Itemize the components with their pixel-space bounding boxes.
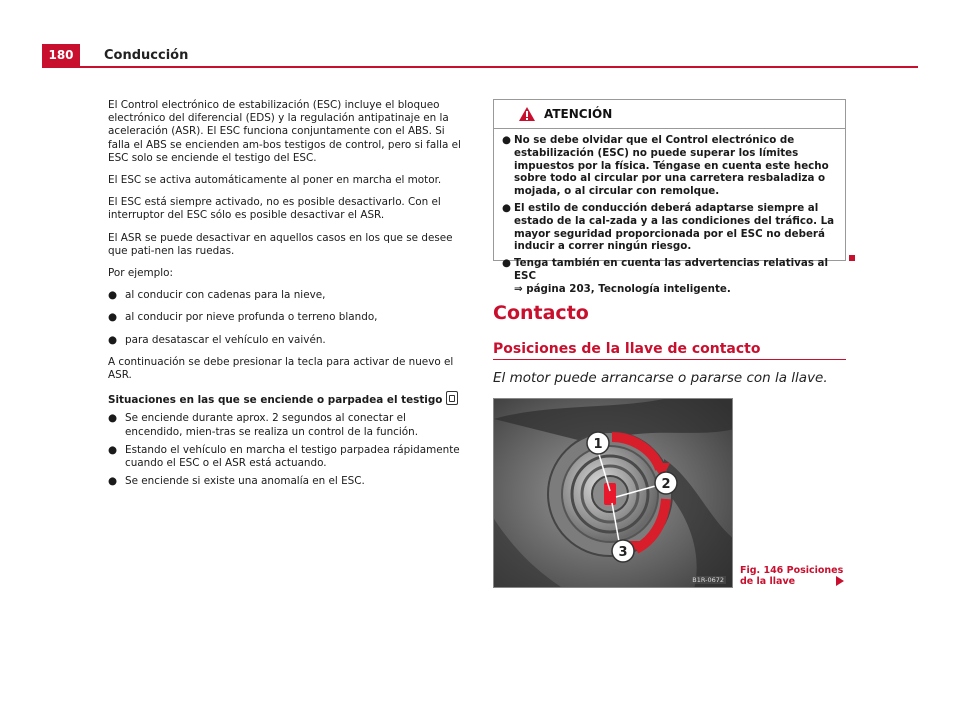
bullet-icon: ●: [502, 201, 511, 214]
page-number: 180: [42, 44, 80, 66]
list-item: ● Estando el vehículo en marcha el testigo parpadea rápidamente cuando el ESC o el ASR está actuando.: [108, 443, 460, 470]
paragraph: El Control electrónico de estabilización (ESC) incluye el bloqueo electrónico del diferencial (EDS) y la regulación antipatinaje en la aceleración (ASR). El ESC funciona conjuntamente con el ABS. Si falla el ABS se encienden am-bos testigos de control, pero si falla el ESC solo se enciende el testigo del ESC.: [108, 99, 461, 164]
list-item: ● al conducir con cadenas para la nieve,: [108, 289, 326, 302]
warning-title: ATENCIÓN: [544, 107, 613, 121]
ignition-lock-illustration: [494, 399, 733, 588]
list-item: ● Tenga también en cuenta las advertencias relativas al ESC ⇒ página 203, Tecnología inteligente.: [502, 257, 829, 295]
paragraph: A continuación se debe presionar la tecla para activar de nuevo el ASR.: [108, 355, 454, 382]
figure-code: B1R-0672: [692, 576, 724, 584]
bullet-icon: ●: [108, 443, 118, 456]
lead-text: El motor puede arrancarse o pararse con la llave.: [493, 370, 828, 386]
figure-caption: Fig. 146 Posiciones de la llave: [740, 565, 844, 587]
subheading: Situaciones en las que se enciende o parpadea el testigo: [108, 391, 463, 407]
subsection-title: Posiciones de la llave de contacto: [493, 341, 761, 357]
key-slot-highlight: [604, 483, 616, 505]
paragraph: El ESC está siempre activado, no es posible desactivarlo. Con el interruptor del ESC sólo es posible desactivar el ASR.: [108, 196, 441, 222]
end-of-section-marker: [849, 255, 855, 261]
paragraph: Por ejemplo:: [108, 267, 173, 280]
list-item: ● al conducir por nieve profunda o terreno blando,: [108, 311, 378, 324]
bullet-icon: ●: [108, 475, 118, 488]
warning-body: [494, 129, 845, 296]
position-label: 2: [661, 477, 671, 492]
warning-triangle-icon: [518, 106, 536, 122]
esc-warning-lamp-icon: [446, 391, 458, 405]
paragraph: El ESC se activa automáticamente al poner en marcha el motor.: [108, 174, 442, 187]
position-label: 1: [593, 437, 603, 452]
left-column: [108, 99, 463, 497]
header-rule: [42, 66, 918, 68]
position-label: 3: [618, 545, 628, 560]
bullet-icon: ●: [108, 412, 118, 425]
bullet-icon: ●: [502, 257, 511, 270]
bullet-icon: ●: [108, 333, 118, 346]
list-item: ● para desatascar el vehículo en vaivén.: [108, 333, 326, 346]
bullet-icon: ●: [108, 311, 118, 324]
subsection-rule: [493, 359, 846, 360]
list-item: ● Se enciende si existe una anomalía en el ESC.: [108, 475, 365, 488]
figure-key-positions: [493, 398, 733, 588]
bullet-icon: ●: [108, 289, 118, 302]
section-title: Contacto: [493, 302, 589, 324]
list-item: ● Se enciende durante aprox. 2 segundos al conectar el encendido, mien-tras se realiza un control de la función.: [108, 412, 419, 438]
warning-header: [494, 100, 845, 129]
list-item: ● El estilo de conducción deberá adaptarse siempre al estado de la cal-zada y a las condiciones del tráfico. La mayor seguridad proporcionada por el ESC no deberá inducir a correr ningún riesgo.: [502, 201, 835, 253]
running-header: Conducción: [104, 48, 189, 63]
cross-reference-link[interactable]: ⇒ página 203, Tecnología inteligente.: [514, 282, 731, 295]
warning-box: [493, 99, 846, 295]
list-item: ● No se debe olvidar que el Control electrónico de estabilización (ESC) no puede superar los límites impuestos por la física. Téngase en cuenta este hecho sobre todo al circular por una carretera resbaladiza o mojada, o al circular con remolque.: [502, 134, 829, 198]
bullet-icon: ●: [502, 134, 511, 146]
continue-arrow-icon: [836, 576, 844, 586]
paragraph: El ASR se puede desactivar en aquellos casos en los que se desee que pati-nen las ruedas.: [108, 231, 453, 257]
